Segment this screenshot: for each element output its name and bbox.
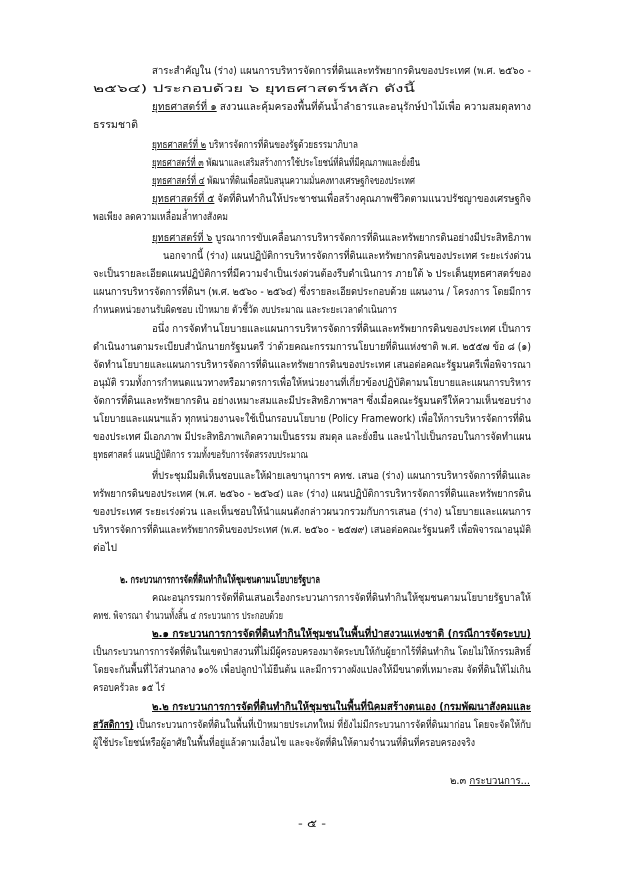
text-segment: จัดที่ดินทำกินให้ประชาชนเพื่อสร้างคุณภาพชีวิตตามแนวปรัชญาของเศรษฐกิจ [214, 193, 531, 205]
text-line [152, 139, 358, 152]
text-line [93, 431, 531, 444]
text-segment: ผู้ใช้ประโยชน์หรือผู้อาศัยในพื้นที่อยู่แล้วตามเงื่อนไข และจะจัดที่ดินให้ตามจำนวนที่ดินที่ครอบครองจริง [93, 737, 475, 749]
text-line [93, 377, 531, 390]
text-line [152, 592, 531, 605]
text-segment: นโยบายและแผนฯแล้ว ทุกหน่วยงานจะใช้เป็นกรอบนโยบาย (Policy Framework) เพื่อให้การบริหารจัดการที่ดิน [93, 413, 531, 425]
text-line [152, 175, 415, 188]
text-segment: ๒.๓ [450, 775, 470, 787]
text-line [120, 574, 320, 587]
text-line [93, 664, 531, 677]
text-segment: กำหนดหน่วยงานรับผิดชอบ เป้าหมาย ตัวชี้วัด งบประมาณ และระยะเวลาดำเนินการ [93, 304, 397, 316]
text-segment: เป็นกระบวนการการจัดที่ดินในเขตป่าสงวนที่ไม่มีผู้ครอบครองมาจัดระบบให้กับผู้ยากไร้ที่ดินทำกิน โดยไม่ให้กรรมสิทธิ์ [93, 646, 531, 658]
text-segment: อนึ่ง การจัดทำนโยบายและแผนการบริหารจัดการที่ดินและทรัพยากรดินของประเทศ เป็นการ [152, 323, 531, 335]
text-line [93, 286, 531, 299]
text-segment: แผนการบริหารจัดการที่ดินฯ (พ.ศ. ๒๕๖๐ - ๒๕๖๔) ซึ่งรายละเอียดประกอบด้วย แผนงาน / โครงการ โดยมีการ [93, 286, 531, 298]
underlined-label: ๒.๒ กระบวนการการจัดที่ดินทำกินให้ชุมชนในพื้นที่นิคมสร้างตนเอง (กรมพัฒนาสังคมและ [152, 701, 531, 713]
text-segment: สาระสำคัญใน (ร่าง) แผนการบริหารจัดการที่ดินและทรัพยากรดินของประเทศ (พ.ศ. ๒๕๖๐ - [152, 65, 531, 77]
underlined-label: ยุทธศาสตร์ที่ ๒ [152, 139, 207, 151]
text-line [93, 682, 165, 695]
underlined-label: สวัสดิการ) [93, 719, 134, 731]
text-segment: ครอบครัวละ ๑๕ ไร่ [93, 682, 165, 694]
text-line [152, 157, 420, 170]
text-line [152, 65, 531, 78]
text-segment: จัดทำนโยบายและแผนการบริหารจัดการที่ดินและทรัพยากรดินของประเทศ เสนอต่อคณะรัฐมนตรีเพื่อพิจารณา [93, 359, 531, 371]
text-line [163, 250, 531, 263]
text-segment: นอกจากนี้ (ร่าง) แผนปฏิบัติการบริหารจัดการที่ดินและทรัพยากรดินของประเทศ ระยะเร่งด่วน [163, 250, 531, 262]
text-line [93, 413, 531, 426]
text-segment: อนุมัติ รวมทั้งการกำหนดแนวทางหรือมาตรการเพื่อให้หน่วยงานที่เกี่ยวข้องปฏิบัติตามนโยบายและแผนการบริหาร [93, 377, 531, 389]
text-segment: ๒. กระบวนการการจัดที่ดินทำกินให้ชุมชนตามนโยบายรัฐบาล [120, 574, 320, 586]
text-segment: - ๕ - [298, 818, 326, 830]
text-line [93, 646, 531, 659]
text-line [93, 524, 531, 537]
text-segment: พัฒนาและเสริมสร้างการใช้ประโยชน์ที่ดินที่มีคุณภาพและยั่งยืน [203, 157, 420, 169]
text-line [152, 701, 531, 714]
text-line [152, 323, 531, 336]
text-segment: บูรณาการขับเคลื่อนการบริหารจัดการที่ดินและทรัพยากรดินอย่างมีประสิทธิภาพ [212, 232, 531, 244]
text-segment: คณะอนุกรรมการจัดที่ดินเสนอเรื่องกระบวนการการจัดที่ดินทำกินให้ชุมชนตามนโยบายรัฐบาลให้ [152, 592, 531, 604]
text-segment: จะเป็นรายละเอียดแผนปฏิบัติการที่มีความจำเป็นเร่งด่วนต้องรีบดำเนินการ ภายใต้ ๖ ประเด็นยุทธศาสตร์ของ [93, 268, 531, 280]
text-segment: ของประเทศ มีเอกภาพ มีประสิทธิภาพเกิดความเป็นธรรม สมดุล และยั่งยืน และนำไปเป็นกรอบในการจัดทำแผน [93, 431, 531, 443]
text-line [93, 506, 531, 519]
text-line [93, 737, 475, 750]
text-line [93, 719, 531, 732]
text-segment: พอเพียง ลดความเหลื่อมล้ำทางสังคม [93, 211, 228, 223]
text-segment: พัฒนาที่ดินเพื่อสนับสนุนความมั่นคงทางเศรษฐกิจของประเทศ [204, 175, 415, 187]
text-line [93, 211, 228, 224]
underlined-label: ยุทธศาสตร์ที่ ๑ [152, 101, 217, 113]
text-line [93, 542, 117, 555]
text-segment: โดยจะกันพื้นที่ไว้ส่วนกลาง ๑๐% เพื่อปลูกป่าไม้ยืนต้น และมีการวางผังแปลงให้มีขนาดที่เหมาะสม จัดที่ดินให้ไม่เกิน [93, 664, 531, 676]
text-line [152, 232, 531, 245]
text-segment: ที่ประชุมมีมติเห็นชอบและให้ฝ่ายเลขานุการฯ คทช. เสนอ (ร่าง) แผนการบริหารจัดการที่ดินและ [152, 470, 531, 482]
text-line [93, 395, 531, 408]
text-line [93, 488, 531, 501]
text-line [93, 359, 531, 372]
text-line [152, 193, 531, 206]
underlined-label: ๒.๑ กระบวนการการจัดที่ดินทำกินให้ชุมชนในพื้นที่ป่าสงวนแห่งชาติ (กรณีการจัดระบบ) [152, 628, 531, 640]
text-line [93, 304, 397, 317]
text-segment: บริหารจัดการที่ดินของรัฐด้วยธรรมาภิบาล [206, 139, 358, 151]
underlined-label: ยุทธศาสตร์ที่ ๖ [152, 232, 213, 244]
text-segment: ดำเนินงานตามระเบียบสำนักนายกรัฐมนตรี ว่าด้วยคณะกรรมการนโยบายที่ดินแห่งชาติ พ.ศ. ๒๕๕๗ ข้อ ๘ (๑) [93, 341, 531, 353]
text-segment: ของประเทศ ระยะเร่งด่วน และเห็นชอบให้นำแผนดังกล่าวผนวกรวมกับการเสนอ (ร่าง) นโยบายและแผนการ [93, 506, 531, 518]
text-segment: คทช. พิจารณา จำนวนทั้งสิ้น ๔ กระบวนการ ประกอบด้วย [93, 610, 283, 622]
text-segment: สงวนและคุ้มครองพื้นที่ต้นน้ำลำธารและอนุรักษ์ป่าไม้เพื่อ ความสมดุลทาง [216, 101, 531, 113]
underlined-label: กระบวนการ... [469, 775, 530, 787]
underlined-label: ยุทธศาสตร์ที่ ๕ [152, 193, 215, 205]
underlined-label: ยุทธศาสตร์ที่ ๔ [152, 175, 205, 187]
text-line [93, 268, 531, 281]
text-segment: บริหารจัดการที่ดินและทรัพยากรดินของประเทศ (พ.ศ. ๒๕๖๐ - ๒๕๗๙) เสนอต่อคณะรัฐมนตรี เพื่อพิจารณาอนุมัติ [93, 524, 531, 536]
text-line [152, 470, 531, 483]
text-line [93, 119, 138, 132]
text-segment: ยุทธศาสตร์ แผนปฏิบัติการ รวมทั้งขอรับการจัดสรรงบประมาณ [93, 449, 308, 461]
text-segment: ธรรมชาติ [93, 119, 138, 131]
underlined-label: ยุทธศาสตร์ที่ ๓ [152, 157, 204, 169]
text-segment: จัดการที่ดินและทรัพยากรดิน อย่างเหมาะสมและมีประสิทธิภาพฯลฯ ซึ่งเมื่อคณะรัฐมนตรีให้ความเห็นชอบร่าง [93, 395, 531, 407]
text-segment: ต่อไป [93, 542, 117, 554]
text-segment: เป็นกระบวนการจัดที่ดินในพื้นที่เป้าหมายประเภทใหม่ ที่ยังไม่มีกระบวนการจัดที่ดินมาก่อน โดยจะจัดให้กับ [133, 719, 531, 731]
text-line [93, 449, 308, 462]
text-line [93, 610, 283, 623]
text-line [152, 101, 531, 114]
text-line [152, 628, 531, 641]
text-line [93, 341, 531, 354]
text-line [93, 83, 415, 96]
text-line [450, 775, 530, 788]
text-segment: ทรัพยากรดินของประเทศ (พ.ศ. ๒๕๖๐ - ๒๕๖๔) และ (ร่าง) แผนปฏิบัติการบริหารจัดการที่ดินและทรัพยากรดิน [93, 488, 531, 500]
text-line [298, 818, 326, 831]
text-segment: ๒๕๖๔) ประกอบด้วย ๖ ยุทธศาสตร์หลัก ดังนี้ [93, 83, 416, 95]
